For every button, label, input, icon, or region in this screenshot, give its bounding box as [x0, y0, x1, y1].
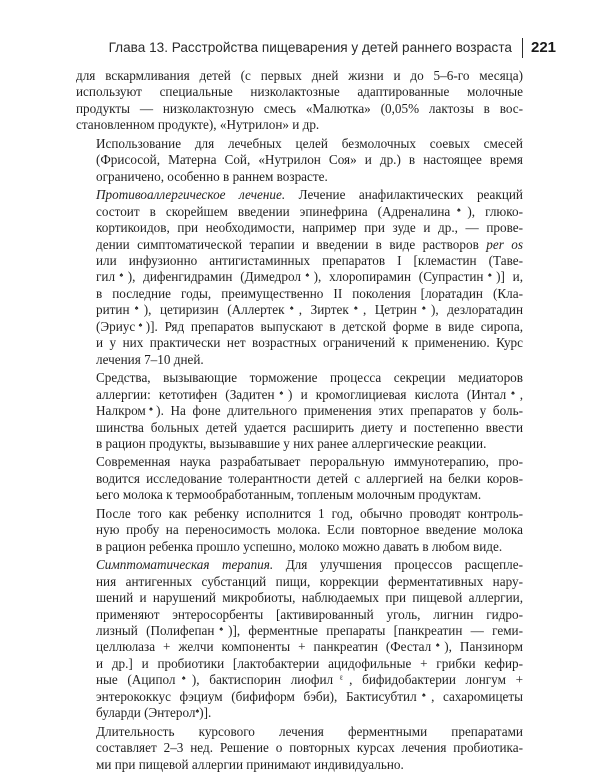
text-line	[76, 420, 523, 436]
text-segment: или инфузионно антигистаминных препаратов I [клемастин (Таве-	[96, 252, 523, 268]
text-line	[76, 557, 523, 573]
text-line	[76, 590, 523, 606]
text-segment: , Цетрин	[362, 302, 417, 318]
text-line	[76, 740, 523, 756]
text-line	[76, 152, 523, 168]
drug-registration-mark: ♠	[416, 304, 431, 313]
text-line	[76, 169, 523, 185]
text-line	[76, 403, 523, 419]
text-segment: Средства, вызывающие торможение процесса секреции медиаторов	[96, 370, 523, 386]
text-line	[76, 136, 523, 152]
text-segment: состоит в скорейшем введении эпинефрина (Адреналина	[96, 203, 451, 219]
drug-registration-mark: ♠	[300, 271, 314, 280]
text-line	[76, 454, 523, 470]
text-segment: целлюлаза + желчи компоненты + панкреатин (Фестал	[96, 639, 432, 655]
body-text	[76, 68, 523, 773]
drug-registration-mark: ♠	[214, 624, 229, 633]
text-segment: ограничено, особенно в раннем возрасте.	[96, 168, 328, 184]
paragraph	[76, 454, 523, 503]
text-segment: )].	[199, 705, 212, 721]
text-segment: (Эриус	[96, 318, 136, 334]
text-segment: Современная наука разрабатывает пероральную иммунотерапию, про-	[96, 454, 523, 470]
text-segment: шинства больных детей удается расширить диету и постепенно ввести	[96, 419, 523, 435]
text-segment: )], ферментные препараты [панкреатин — геми-	[228, 622, 523, 638]
text-line	[76, 724, 523, 740]
drug-registration-mark: ♠	[195, 707, 200, 716]
text-line	[76, 471, 523, 487]
text-line	[76, 187, 523, 203]
text-line	[76, 639, 523, 655]
text-segment: Для улучшения процессов расщепле-	[273, 557, 523, 573]
italic-text: per os	[486, 236, 523, 252]
paragraph	[76, 557, 523, 722]
text-segment: продукты — низколактозную смесь «Малютка» (0,05% лактозы в вос-	[76, 100, 523, 116]
text-line	[76, 370, 523, 386]
drug-registration-mark: ♠	[135, 320, 146, 329]
text-segment: ми при пищевой аллергии принимают индивидуально.	[96, 756, 404, 772]
text-segment: кортикоидов, при необходимости, например при зуде и др., — прове-	[96, 220, 523, 236]
text-segment: ), глюко-	[467, 203, 523, 219]
text-segment: ритин	[96, 302, 130, 318]
text-line	[76, 436, 523, 452]
text-segment: , сахаромицеты	[431, 688, 524, 704]
text-segment: в рацион ребенка прошло успешно, молоко можно давать в любом виде.	[96, 538, 503, 554]
text-segment: )]. Ряд препаратов выпускают в детской форме в виде сиропа,	[145, 318, 523, 334]
text-segment: буларди (Энтерол	[96, 705, 196, 721]
text-segment: ), цетиризин (Аллертек	[143, 302, 285, 318]
text-segment: , бифидобактерии лонгум +	[349, 672, 524, 688]
text-line	[76, 672, 523, 688]
text-line	[76, 237, 523, 253]
text-segment: ), хлоропирамин (Супрастин	[313, 269, 484, 285]
drug-registration-mark: ♠	[431, 641, 445, 650]
text-line	[76, 487, 523, 503]
text-segment: в рацион продукты, вызывавшие у них ранее аллергические реакции.	[96, 435, 487, 451]
paragraph	[76, 68, 523, 134]
text-segment: водится исследование толерантности детей с аллергией на белки коров-	[96, 470, 523, 486]
text-segment: Использование для лечебных целей безмолочных соевых смесей	[96, 135, 523, 151]
drug-registration-mark: ♠	[175, 674, 192, 683]
text-line	[76, 705, 523, 721]
drug-registration-mark: ♠	[416, 690, 432, 699]
text-segment: Длительность курсового лечения ферментными препаратами	[96, 723, 523, 739]
text-segment: ,	[519, 386, 524, 402]
paragraph	[76, 136, 523, 185]
drug-registration-mark: ♠	[483, 271, 497, 280]
text-segment: в последние годы, преимущественно II поколения [лоратадин (Кла-	[96, 285, 523, 301]
chapter-title: Глава 13. Расстройства пищеварения у детей раннего возраста	[108, 40, 512, 55]
text-segment: Налкром	[96, 403, 146, 419]
text-segment: , Зиртек	[298, 302, 349, 318]
text-line	[76, 302, 523, 318]
text-line	[76, 319, 523, 335]
text-segment: ) и кромоглициевая кислота (Интал	[288, 386, 507, 402]
text-line	[76, 269, 523, 285]
running-header	[0, 32, 600, 62]
text-line	[76, 757, 523, 773]
paragraph	[76, 724, 523, 773]
text-segment: и у них практически нет возрастных ограничений к применению. Курс	[96, 335, 523, 351]
drug-registration-mark: ♠	[129, 304, 144, 313]
text-segment: )] и,	[496, 269, 524, 285]
text-segment: (Фрисосой, Матерна Сой, «Нутрилон Соя» и др.) в настоящее время	[96, 152, 523, 168]
text-line	[76, 253, 523, 269]
paragraph	[76, 506, 523, 555]
text-segment: ), дезлоратадин	[430, 302, 524, 318]
text-line	[76, 204, 523, 220]
text-segment: ные (Аципол	[96, 672, 176, 688]
drug-registration-mark: ♠	[145, 405, 157, 414]
drug-registration-mark: ♠	[274, 388, 289, 397]
text-segment: применяют энтеросорбенты [активированный уголь, лигнин гидро-	[96, 606, 523, 622]
text-segment: аллергии: кетотифен (Задитен	[96, 386, 275, 402]
text-line	[76, 689, 523, 705]
text-segment: После того как ребенку исполнится 1 год, обычно проводят контроль-	[96, 505, 523, 521]
text-line	[76, 539, 523, 555]
text-segment: дении симптоматической терапии и введении в виде растворов	[96, 236, 487, 252]
text-line	[76, 68, 523, 84]
text-segment: шений и нарушений микробиоты, наблюдаемых при пищевой аллергии,	[96, 590, 523, 606]
italic-text: Симптоматическая терапия.	[96, 557, 274, 573]
text-line	[76, 387, 523, 403]
page-number: 221	[531, 39, 557, 56]
text-segment: лечения 7–10 дней.	[96, 351, 204, 367]
drug-registration-mark: ♠	[284, 304, 299, 313]
text-segment: становленном продукте), «Нутрилон» и др.	[76, 117, 320, 133]
text-segment: ), дифенгидрамин (Димедрол	[127, 269, 301, 285]
drug-registration-mark: ♠	[506, 388, 520, 397]
paragraph	[76, 370, 523, 452]
text-line	[76, 286, 523, 302]
text-segment: ную пробу на переносимость молока. Если повторное введение молока	[96, 522, 523, 538]
text-segment: ния антигенных субстанций пищи, коррекции ферментативных нару-	[96, 573, 523, 589]
text-line	[76, 607, 523, 623]
drug-registration-mark: ♠	[348, 304, 363, 313]
text-segment: ), Панзинорм	[444, 639, 524, 655]
text-line	[76, 101, 523, 117]
text-line	[76, 220, 523, 236]
text-segment: составляет 2–3 нед. Решение о повторных курсах лечения пробиотика-	[96, 740, 523, 756]
text-line	[76, 84, 523, 100]
text-segment: для вскармливания детей (с первых дней жизни и до 5–6-го месяца)	[76, 68, 523, 83]
header-divider	[522, 38, 523, 58]
text-line	[76, 574, 523, 590]
text-line	[76, 117, 523, 133]
drug-registration-mark: ♠	[115, 271, 128, 280]
text-segment: ). На фоне длительного применения этих препаратов у боль-	[156, 403, 523, 419]
text-segment: энтерококкус фэциум (бифиформ бэби), Бактисубтил	[96, 688, 417, 704]
text-segment: используют специальные низколактозные адаптированные молочные	[76, 84, 523, 100]
italic-text: Противоаллергическое лечение.	[96, 187, 286, 203]
paragraph	[76, 187, 523, 368]
text-line	[76, 623, 523, 639]
text-line	[76, 522, 523, 538]
text-segment: и др.] и пробиотики [лактобактерии ацидофильные + грибки кефир-	[96, 655, 523, 671]
text-line	[76, 506, 523, 522]
text-segment: ), бактиспорин лиофил	[191, 672, 334, 688]
text-segment: гил	[96, 269, 116, 285]
text-segment: Лечение анафилактических реакций	[285, 187, 523, 203]
text-line	[76, 352, 523, 368]
text-line	[76, 335, 523, 351]
text-line	[76, 656, 523, 672]
drug-registration-mark: ℓ	[333, 674, 350, 683]
text-segment: лизный (Полифепан	[96, 622, 215, 638]
text-segment: ьего молока к термообработанным, топленым молочным продуктам.	[96, 487, 482, 503]
drug-registration-mark: ♠	[450, 205, 468, 214]
